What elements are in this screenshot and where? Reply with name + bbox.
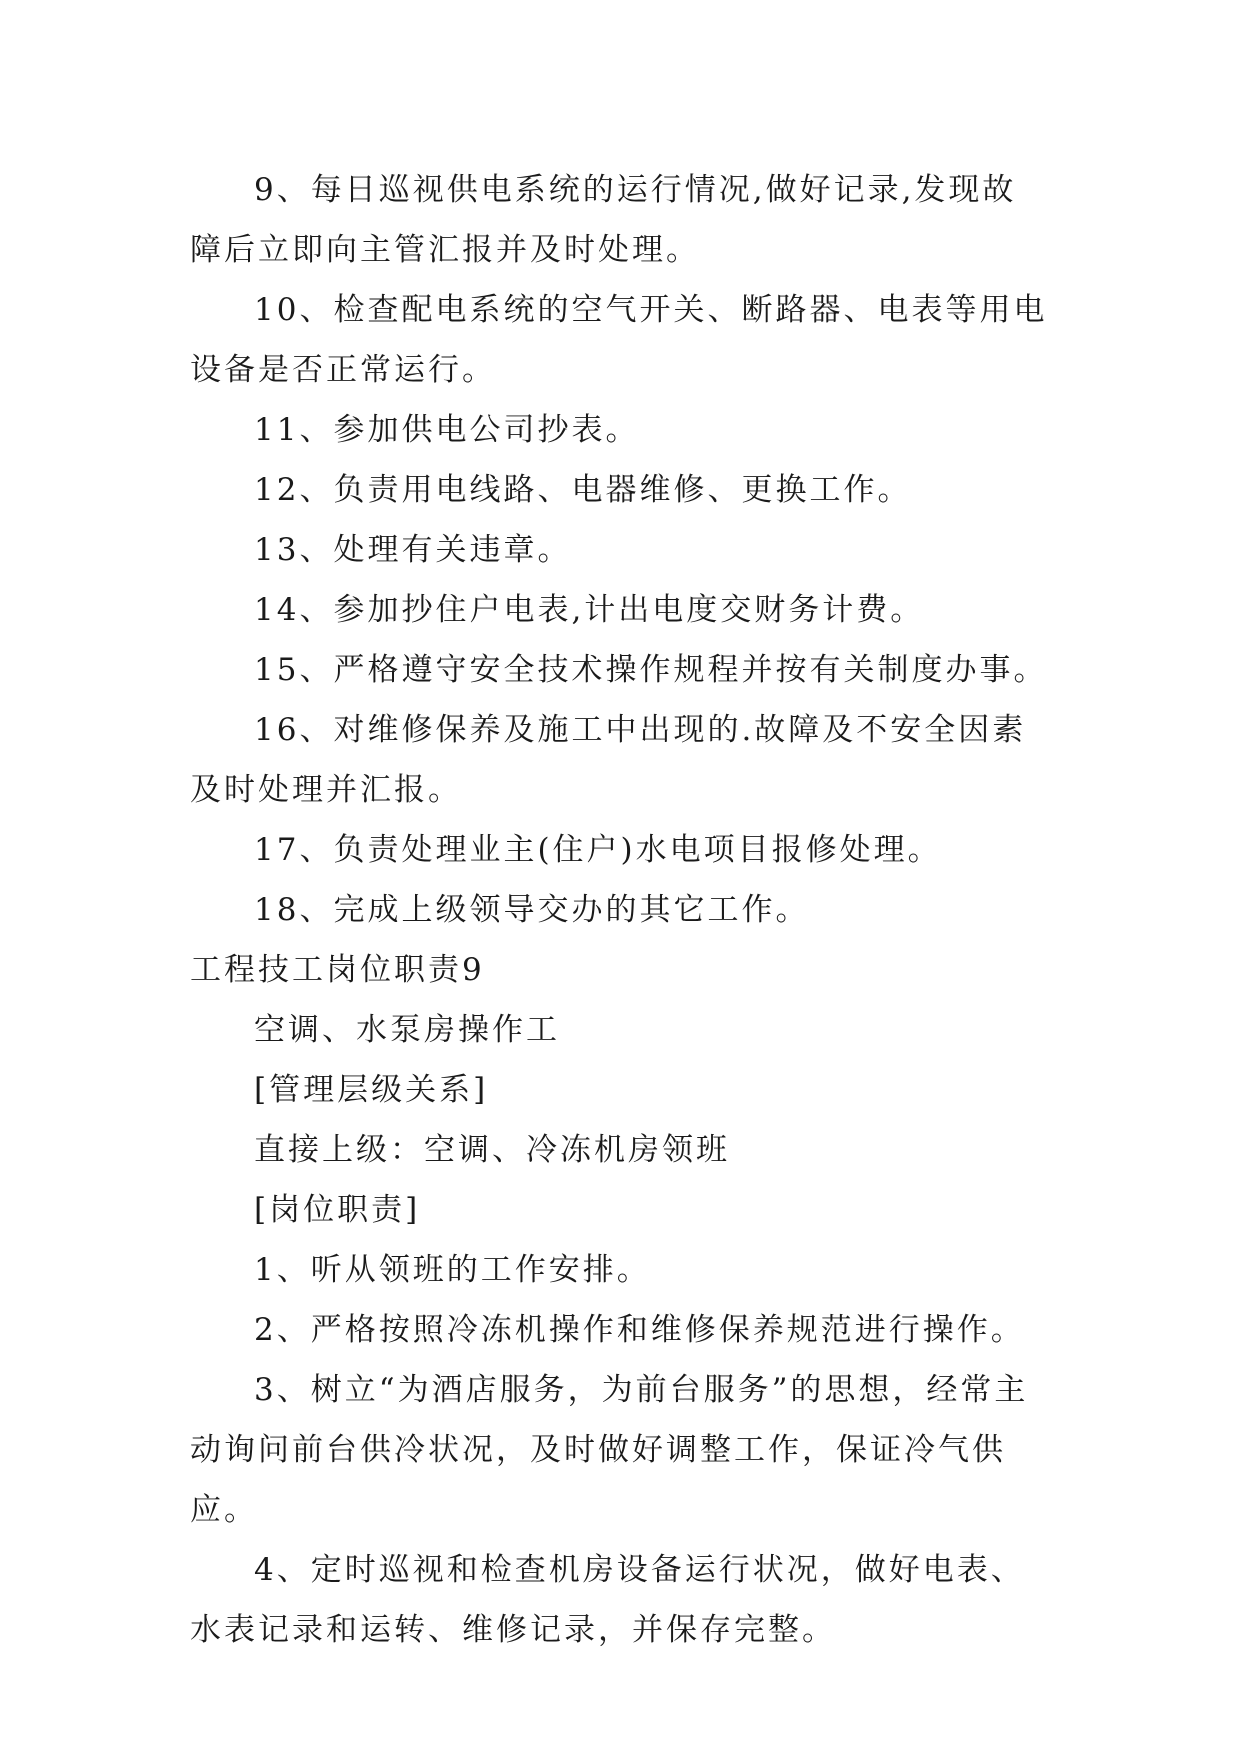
paragraph-item-14: 14、参加抄住户电表,计出电度交财务计费。 (254, 592, 925, 628)
subheading-management-relation: [管理层级关系] (254, 1072, 489, 1108)
paragraph-item-12: 12、负责用电线路、电器维修、更换工作。 (254, 472, 912, 508)
duty-item-2: 2、严格按照冷冻机操作和维修保养规范进行操作。 (254, 1312, 1025, 1348)
duty-item-4: 4、定时巡视和检查机房设备运行状况，做好电表、水表记录和运转、维修记录，并保存完整。 (190, 1552, 1025, 1648)
paragraph-item-11: 11、参加供电公司抄表。 (254, 412, 640, 448)
subheading-job-duties: [岗位职责] (254, 1192, 421, 1228)
section-heading: 工程技工岗位职责9 (190, 952, 485, 988)
paragraph-item-18: 18、完成上级领导交办的其它工作。 (254, 892, 810, 928)
paragraph-item-10: 10、检查配电系统的空气开关、断路器、电表等用电设备是否正常运行。 (190, 292, 1048, 388)
duty-item-3: 3、树立“为酒店服务，为前台服务”的思想，经常主动询问前台供冷状况，及时做好调整工作，保证冷气供应。 (190, 1372, 1029, 1528)
paragraph-item-13: 13、处理有关违章。 (254, 532, 572, 568)
paragraph-item-15: 15、严格遵守安全技术操作规程并按有关制度办事。 (254, 652, 1048, 688)
job-title: 空调、水泵房操作工 (254, 1012, 560, 1048)
duty-item-1: 1、听从领班的工作安排。 (254, 1252, 651, 1288)
document-body (190, 160, 1050, 1660)
paragraph-item-9: 9、每日巡视供电系统的运行情况,做好记录,发现故障后立即向主管汇报并及时处理。 (190, 172, 1017, 268)
paragraph-item-17: 17、负责处理业主(住户)水电项目报修处理。 (254, 832, 942, 868)
direct-superior: 直接上级：空调、冷冻机房领班 (254, 1132, 730, 1168)
paragraph-item-16: 16、对维修保养及施工中出现的.故障及不安全因素及时处理并汇报。 (190, 712, 1027, 808)
